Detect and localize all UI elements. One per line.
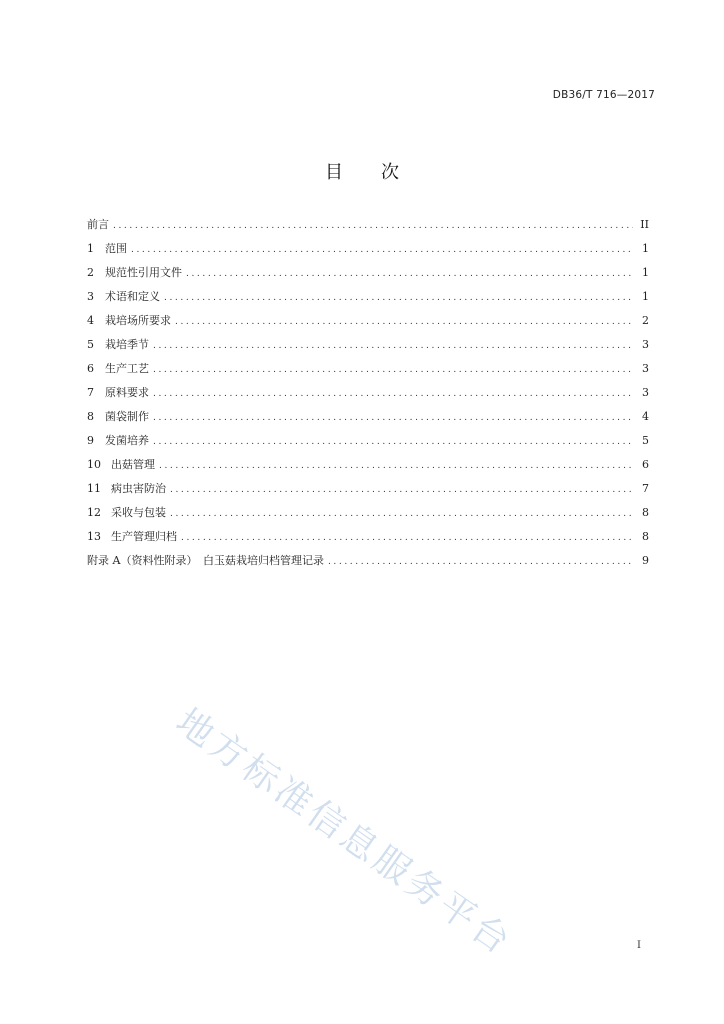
- toc-leader-dots: [131, 245, 633, 255]
- toc-leader-dots: [170, 485, 633, 495]
- toc-entry-label: 前言: [87, 218, 109, 231]
- toc-entry-fruiting-management[interactable]: [87, 456, 649, 480]
- toc-entry-number: 11: [87, 482, 101, 495]
- toc-entry-label: 采收与包装: [111, 506, 166, 519]
- toc-entry-records-archiving[interactable]: [87, 528, 649, 552]
- toc-entry-number: 7: [87, 386, 94, 399]
- toc-leader-dots: [113, 221, 633, 231]
- toc-title-char-1: 目: [325, 162, 343, 183]
- toc-entry-page: 5: [642, 434, 649, 447]
- toc-entry-appendix-a[interactable]: [87, 552, 649, 576]
- toc-entry-number: 3: [87, 290, 94, 303]
- page-folio: I: [637, 940, 641, 951]
- toc-entry-number: 6: [87, 362, 94, 375]
- toc-entry-label: 病虫害防治: [111, 482, 166, 495]
- toc-leader-dots: [175, 317, 633, 327]
- toc-entry-page: 7: [642, 482, 649, 495]
- toc-leader-dots: [164, 293, 633, 303]
- toc-entry-number: 2: [87, 266, 94, 279]
- toc-entry-label: 出菇管理: [111, 458, 155, 471]
- toc-leader-dots: [328, 557, 633, 567]
- toc-entry-label: 生产工艺: [105, 362, 149, 375]
- toc-entry-season[interactable]: [87, 336, 649, 360]
- toc-leader-dots: [159, 461, 633, 471]
- toc-entry-spawn-culture[interactable]: [87, 432, 649, 456]
- toc-entry-page: 1: [642, 290, 649, 303]
- toc-leader-dots: [153, 389, 633, 399]
- toc-entry-page: 6: [642, 458, 649, 471]
- toc-leader-dots: [186, 269, 633, 279]
- toc-entry-page: 1: [642, 266, 649, 279]
- toc-entry-number: 5: [87, 338, 94, 351]
- toc-title-char-2: 次: [381, 162, 399, 183]
- toc-entry-page: 8: [642, 530, 649, 543]
- toc-entry-number: 13: [87, 530, 101, 543]
- toc-entry-scope[interactable]: [87, 240, 649, 264]
- toc-leader-dots: [153, 437, 633, 447]
- toc-entry-label: 栽培季节: [105, 338, 149, 351]
- toc-leader-dots: [153, 365, 633, 375]
- toc-entry-process[interactable]: [87, 360, 649, 384]
- toc-entry-label: 附录 A（资料性附录） 白玉菇栽培归档管理记录: [87, 554, 324, 567]
- toc-entry-page: 8: [642, 506, 649, 519]
- toc-entry-normative-references[interactable]: [87, 264, 649, 288]
- toc-entry-label: 生产管理归档: [111, 530, 177, 543]
- toc-entry-label: 规范性引用文件: [105, 266, 182, 279]
- toc-entry-raw-materials[interactable]: [87, 384, 649, 408]
- toc-entry-bag-making[interactable]: [87, 408, 649, 432]
- toc-entry-label: 菌袋制作: [105, 410, 149, 423]
- watermark: 地方标准信息服务平台: [168, 701, 520, 965]
- toc-entry-number: 10: [87, 458, 101, 471]
- toc-leader-dots: [153, 341, 633, 351]
- toc-entry-number: 8: [87, 410, 94, 423]
- toc-entry-label: 原料要求: [105, 386, 149, 399]
- toc-entry-pest-control[interactable]: [87, 480, 649, 504]
- toc-entry-foreword[interactable]: [87, 216, 649, 240]
- toc-entry-number: 9: [87, 434, 94, 447]
- standard-code: DB36/T 716—2017: [552, 89, 655, 101]
- toc-entry-label: 发菌培养: [105, 434, 149, 447]
- toc-entry-page: 2: [642, 314, 649, 327]
- toc-entry-number: 1: [87, 242, 94, 255]
- toc-entry-page: 3: [642, 338, 649, 351]
- toc-leader-dots: [153, 413, 633, 423]
- table-of-contents: [87, 216, 649, 576]
- toc-entry-page: 3: [642, 362, 649, 375]
- toc-entry-label: 范围: [105, 242, 127, 255]
- toc-entry-site-requirements[interactable]: [87, 312, 649, 336]
- toc-leader-dots: [170, 509, 633, 519]
- toc-entry-terms-definitions[interactable]: [87, 288, 649, 312]
- toc-entry-page: 4: [642, 410, 649, 423]
- toc-entry-page: 1: [642, 242, 649, 255]
- toc-entry-number: 12: [87, 506, 101, 519]
- toc-entry-page: II: [640, 218, 649, 231]
- toc-entry-label: 术语和定义: [105, 290, 160, 303]
- toc-entry-number: 4: [87, 314, 94, 327]
- toc-entry-harvest-packaging[interactable]: [87, 504, 649, 528]
- toc-leader-dots: [181, 533, 633, 543]
- toc-title: [0, 158, 724, 184]
- toc-entry-page: 3: [642, 386, 649, 399]
- toc-entry-label: 栽培场所要求: [105, 314, 171, 327]
- toc-entry-page: 9: [642, 554, 649, 567]
